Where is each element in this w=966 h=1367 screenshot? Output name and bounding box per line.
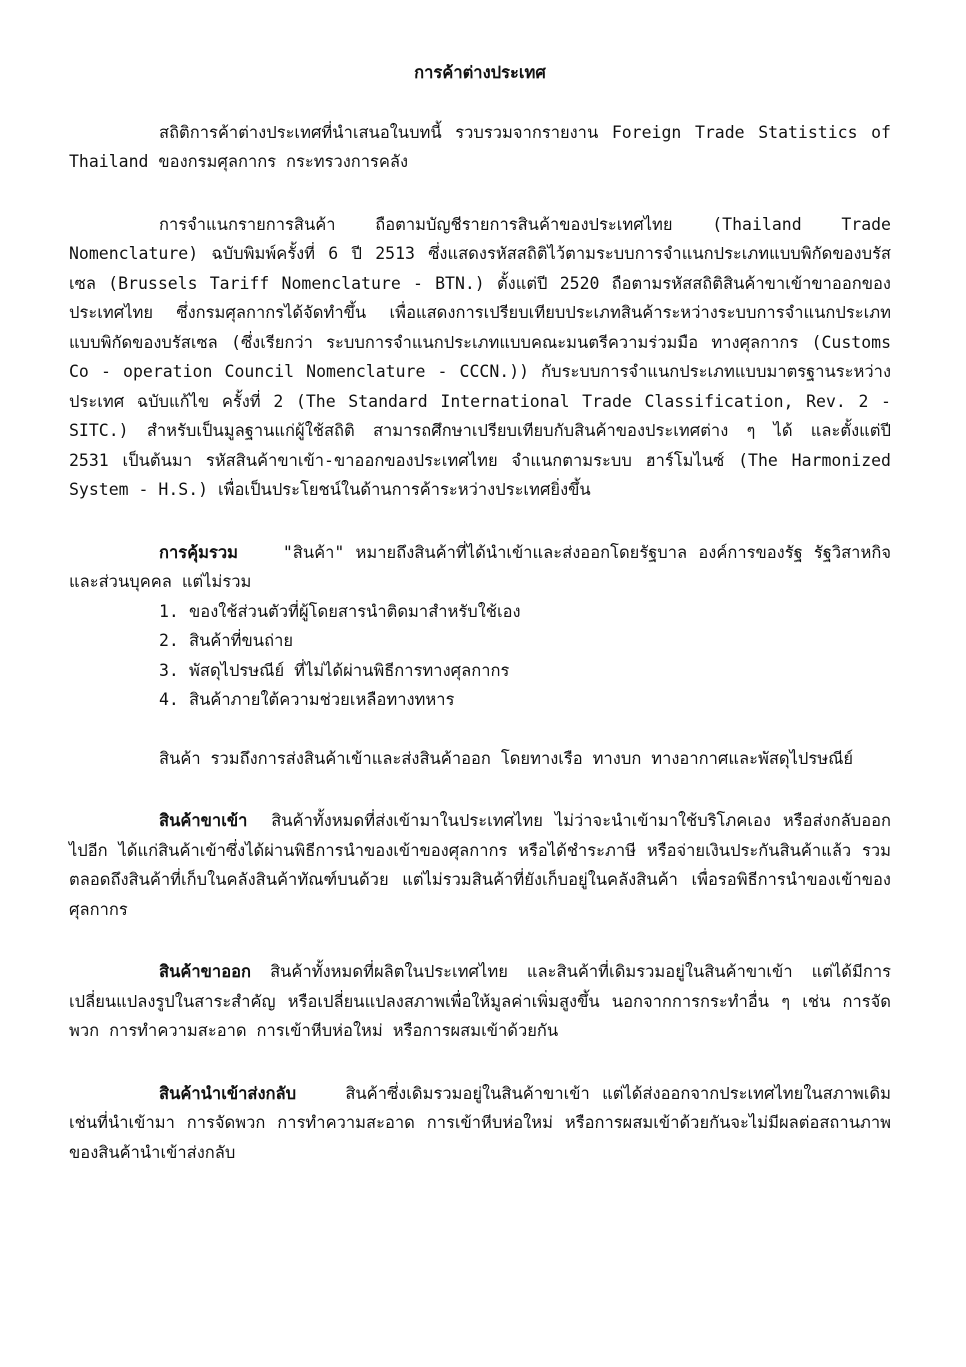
imports-paragraph [69, 806, 891, 924]
list-item-text: สินค้าภายใต้ความช่วยเหลือทางทหาร [189, 690, 455, 709]
list-item-number: 3. [159, 660, 179, 680]
list-item-text: สินค้าที่ขนถ่าย [189, 631, 294, 650]
exports-paragraph [69, 957, 891, 1046]
document-page [69, 58, 891, 1167]
goods-paragraph: สินค้า รวมถึงการส่งสินค้าเข้าและส่งสินค้าออก โดยทางเรือ ทางบก ทางอากาศและพัสดุไปรษณีย์ [159, 748, 854, 768]
list-item [69, 685, 891, 715]
paragraph-gap [69, 177, 891, 210]
imports-text: สินค้าทั้งหมดที่ส่งเข้ามาในประเทศไทย ไม่ว่าจะนำเข้ามาใช้บริโภคเอง หรือส่งกลับออกไปอีก ได้แก่สินค้าเข้าซึ่งได้ผ่านพิธีการนำของเข้าของศุลกากร หรือได้ชำระภาษี หรือจ่ายเงินประกันสินค้าแล้ว รวมตลอดถึงสินค้าที่เก็บในคลังสินค้าทัณฑ์บนด้วย แต่ไม่รวมสินค้าที่ยังเก็บอยู่ในคลังสินค้า เพื่อรอพิธีการนำของเข้าของศุลกากร [69, 811, 891, 919]
paragraph-gap [69, 773, 891, 806]
coverage-paragraph [69, 538, 891, 597]
list-item-number: 2. [159, 631, 179, 650]
list-item-number: 1. [159, 601, 179, 621]
list-item-number: 4. [159, 690, 179, 709]
paragraph-gap [69, 715, 891, 744]
coverage-text: "สินค้า" หมายถึงสินค้าที่ได้นำเข้าและส่งออกโดยรัฐบาล องค์การของรัฐ รัฐวิสาหกิจ และส่วนบุคคล แต่ไม่รวม [69, 542, 891, 591]
reexports-term: สินค้านำเข้าส่งกลับ [159, 1083, 297, 1103]
exports-term: สินค้าขาออก [159, 962, 252, 981]
paragraph-gap [69, 1046, 891, 1079]
list-item-text: พัสดุไปรษณีย์ ที่ไม่ได้ผ่านพิธีการทางศุลกากร [189, 660, 510, 680]
imports-term: สินค้าขาเข้า [159, 811, 248, 830]
classification-paragraph: การจำแนกรายการสินค้า ถือตามบัญชีรายการสินค้าของประเทศไทย (Thailand Trade Nomenclature) ฉบับพิมพ์ครั้งที่ 6 ปี 2513 ซึ่งแสดงรหัสสถิติไว้ตามระบบการจำแนกประเภทแบบพิกัดของบรัสเซล (Brussels Tariff Nomenclature - BTN.) ตั้งแต่ปี 2520 ถือตามรหัสสถิติสินค้าขาเข้าขาออกของประเทศไทย ซึ่งกรมศุลกากรได้จัดทำขึ้น เพื่อแสดงการเปรียบเทียบประเภทสินค้าระหว่างระบบการจำแนกประเภทแบบพิกัดของบรัสเซล (ซึ่งเรียกว่า ระบบการจำแนกประเภทแบบคณะมนตรีความร่วมมือ ทางศุลกากร (Customs Co - operation Council Nomenclature - CCCN.)) กับระบบการจำแนกประเภทแบบมาตรฐานระหว่างประเทศ ฉบับแก้ไข ครั้งที่ 2 (The Standard International Trade Classification, Rev. 2 - SITC.) สำหรับเป็นมูลฐานแก่ผู้ใช้สถิติ สามารถศึกษาเปรียบเทียบกับสินค้าของประเทศต่าง ๆ ได้ และตั้งแต่ปี 2531 เป็นต้นมา รหัสสินค้าขาเข้า-ขาออกของประเทศไทย จำแนกตามระบบ ฮาร์โมไนซ์ (The Harmonized System - H.S.) เพื่อเป็นประโยชน์ในด้านการค้าระหว่างประเทศยิ่งขึ้น [69, 214, 891, 499]
coverage-term: การคุ้มรวม [159, 542, 239, 562]
page-title: การค้าต่างประเทศ [414, 63, 546, 82]
exports-text: สินค้าทั้งหมดที่ผลิตในประเทศไทย และสินค้าที่เดิมรวมอยู่ในสินค้าขาเข้า แต่ได้มีการเปลี่ยนแปลงรูปในสาระสำคัญ หรือเปลี่ยนแปลงสภาพเพื่อให้มูลค่าเพิ่มสูงขึ้น นอกจากการกระทำอื่น ๆ เช่น การจัดพวก การทำความสะอาด การเข้าหีบห่อใหม่ หรือการผสมเข้าด้วยกัน [69, 962, 892, 1040]
list-item [69, 656, 891, 686]
reexports-text: สินค้าซึ่งเดิมรวมอยู่ในสินค้าขาเข้า แต่ได้ส่งออกจากประเทศไทยในสภาพเดิมเช่นที่นำเข้ามา การจัดพวก การทำความสะอาด การเข้าหีบห่อใหม่ หรือการผสมเข้าด้วยกันจะไม่มีผลต่อสถานภาพของสินค้านำเข้าส่งกลับ [69, 1083, 891, 1162]
list-item [69, 597, 891, 627]
intro-paragraph: สถิติการค้าต่างประเทศที่นำเสนอในบทนี้ รวบรวมจากรายงาน Foreign Trade Statistics of Thailand ของกรมศุลกากร กระทรวงการคลัง [69, 122, 891, 171]
list-item [69, 626, 891, 656]
exclusion-list [69, 597, 891, 715]
list-item-text: ของใช้ส่วนตัวที่ผู้โดยสารนำติดมาสำหรับใช้เอง [189, 601, 521, 621]
paragraph-gap [69, 505, 891, 538]
paragraph-gap [69, 924, 891, 957]
reexports-paragraph [69, 1079, 891, 1168]
